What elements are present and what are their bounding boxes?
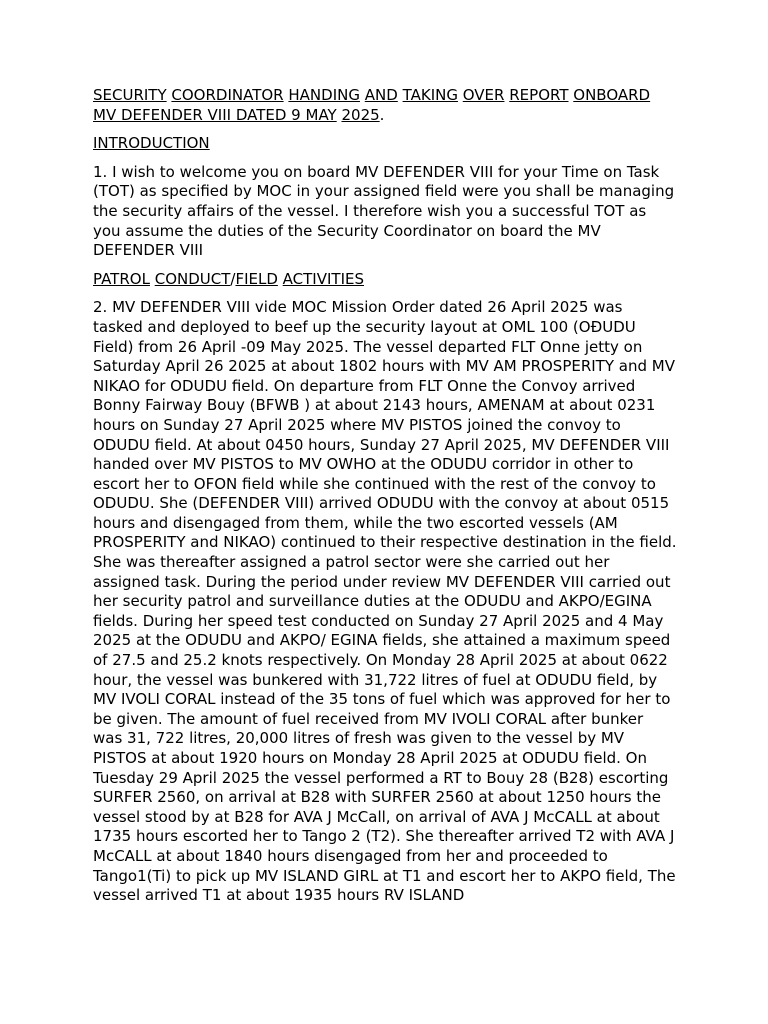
patrol-heading-word: CONDUCT (154, 269, 231, 288)
patrol-paragraph: 2. MV DEFENDER VIII vide MOC Mission Order dated 26 April 2025 was tasked and deployed to beef up the security layout at OML 100 (OĐUDU Field) from 26 April -09 May 2025. The vessel departed FLT Onne jetty on Saturday April 26 2025 at about 1802 hours with MV AM PROSPERITY and MV NIKAO for ODUDU field. On departure from FLT Onne the Convoy arrived Bonny Fairway Bouy (BFWB ) at about 2143 hours, AMENAM at about 0231 hours on Sunday 27 April 2025 where MV PISTOS joined the convoy to ODUDU field. At about 0450 hours, Sunday 27 April 2025, MV DEFENDER VIII handed over MV PISTOS to MV OWHO at the ODUDU corridor in other to escort her to OFON field while she continued with the rest of the convoy to ODUDU. She (DEFENDER VIII) arrived ODUDU with the convoy at about 0515 hours and disengaged from them, while the two escorted vessels (AM PROSPERITY and NIKAO) continued to their respective destination in the field. She was thereafter assigned a patrol sector were she carried out her assigned task. During the period under review MV DEFENDER VIII carried out her security patrol and surveillance duties at the ODUDU and AKPO/EGINA fields. During her speed test conducted on Sunday 27 April 2025 and 4 May 2025 at the ODUDU and AKPO/ EGINA fields, she attained a maximum speed of 27.5 and 25.2 knots respectively. On Monday 28 April 2025 at about 0622 hour, the vessel was bunkered with 31,722 litres of fuel at ODUDU field, by MV IVOLI CORAL instead of the 35 tons of fuel which was approved for her to be given. The amount of fuel received from MV IVOLI CORAL after bunker was 31, 722 litres, 20,000 litres of fresh was given to the vessel by MV PISTOS at about 1920 hours on Monday 28 April 2025 at ODUDU field. On Tuesday 29 April 2025 the vessel performed a RT to Bouy 28 (B28) escorting SURFER 2560, on arrival at B28 with SURFER 2560 at about 1250 hours the vessel stood by at B28 for AVA J McCall, on arrival of AVA J McCALL at about 1735 hours escorted her to Tango 2 (T2). She thereafter arrived T2 with AVA J McCALL at about 1840 hours disengaged from her and proceeded to Tango1(Ti) to pick up MV ISLAND GIRL at T1 and escort her to AKPO field, The vessel arrived T1 at about 1935 hours RV ISLAND (93, 298, 677, 905)
patrol-heading (93, 270, 677, 290)
document-page (93, 86, 677, 915)
patrol-heading-word: ACTIVITIES (282, 269, 364, 288)
title-word: ONBOARD (573, 86, 651, 104)
title-word: OVER (462, 86, 505, 104)
title-word: SECURITY (93, 86, 167, 104)
title-word: MV DEFENDER VIII DATED 9 MAY (93, 105, 337, 124)
title-word: 2025 (341, 105, 380, 124)
title-period: . (379, 105, 385, 124)
introduction-heading (93, 134, 677, 154)
title-word: COORDINATOR (171, 86, 284, 104)
title-word: REPORT (509, 86, 569, 104)
title-word: AND (364, 86, 398, 104)
patrol-heading-word: PATROL (93, 269, 150, 288)
patrol-heading-word: FIELD (235, 269, 278, 288)
report-title (93, 86, 677, 125)
introduction-paragraph: 1. I wish to welcome you on board MV DEFENDER VIII for your Time on Task (TOT) as specified by MOC in your assigned field were you shall be managing the security affairs of the vessel. I therefore wish you a successful TOT as you assume the duties of the Security Coordinator on board the MV DEFENDER VIII (93, 162, 675, 260)
patrol-heading-separator: / (230, 269, 236, 288)
introduction-heading-text: INTRODUCTION (93, 134, 210, 153)
title-word: HANDING (288, 86, 360, 104)
title-word: TAKING (402, 86, 458, 104)
